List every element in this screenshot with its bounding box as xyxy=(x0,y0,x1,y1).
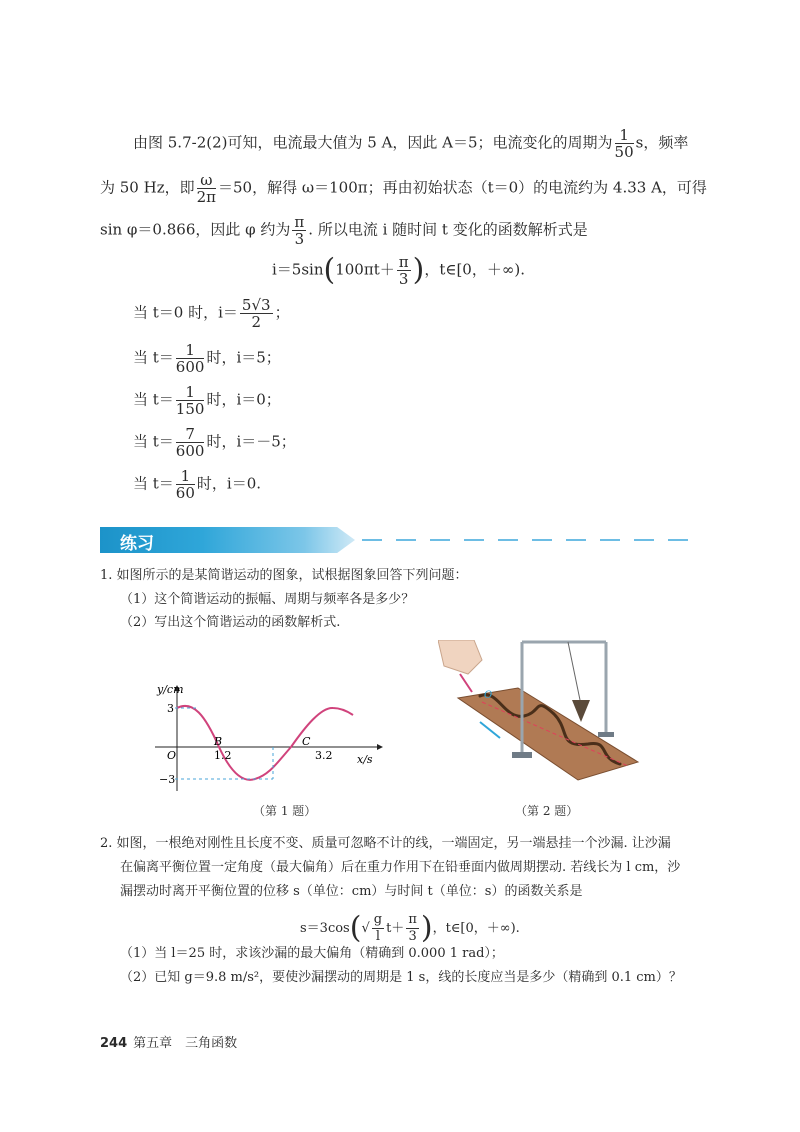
solution-line-1: 由图 5.7-2(2)可知，电流最大值为 5 A，因此 A＝5；电流变化的周期为 $\frac{1}{50}$ s，频率 xyxy=(133,126,689,161)
sqrt-fraction: $\frac{g}{l}$ xyxy=(373,912,383,944)
origin-label: O xyxy=(167,749,177,762)
fraction: $\frac{1}{150}$ xyxy=(175,383,205,418)
pencil xyxy=(460,674,472,692)
banner-dashes xyxy=(362,539,692,541)
fraction: $\frac{7}{600}$ xyxy=(175,425,205,460)
y-axis-label: y/cm xyxy=(157,683,184,696)
case-line: 当 t＝ $\frac{7}{600}$ 时，i＝－5； xyxy=(133,425,296,460)
question-1-part-2: （2）写出这个简谐运动的函数解析式. xyxy=(120,615,341,630)
stand-base xyxy=(512,752,532,758)
solution-line-3: sin φ＝0.866，因此 φ 约为 $\frac{\pi}{3}$ . 所以电流 i 随时间 t 变化的函数解析式是 xyxy=(100,213,588,248)
pendulum-formula: s＝3cos(√ $\frac{g}{l}$ t＋ $\frac{\pi}{3}$ )，t∈[0，＋∞). xyxy=(300,910,520,946)
sand-funnel xyxy=(572,700,590,722)
question-1-part-1: （1）这个简谐运动的振幅、周期与频率各是多少？ xyxy=(120,592,415,607)
figure-2-caption: （第 2 题） xyxy=(515,804,579,818)
case-line: 当 t＝ $\frac{1}{150}$ 时，i＝0； xyxy=(133,383,281,418)
fraction: $\frac{\pi}{3}$ xyxy=(408,912,417,944)
pendulum-string xyxy=(568,642,580,700)
y-tick-negative: −3 xyxy=(159,773,176,786)
hand xyxy=(438,640,482,674)
question-2-line-2: 在偏离平衡位置一定角度（最大偏角）后在重力作用下在铅垂面内做周期摆动. 若线长为 l cm，沙 xyxy=(120,860,681,875)
fraction: $\frac{5√3}{2}$ xyxy=(241,296,271,331)
chapter-title: 第五章 三角函数 xyxy=(133,1036,238,1051)
y-tick-positive: 3 xyxy=(167,702,174,715)
case-line: 当 t＝ $\frac{1}{60}$ 时，i＝0. xyxy=(133,467,261,502)
current-formula: i＝5sin(100πt＋ $\frac{\pi}{3}$ )，t∈[0，＋∞). xyxy=(272,252,525,288)
point-c-label: C xyxy=(302,735,311,748)
sine-curve xyxy=(177,706,353,780)
question-2-line-3: 漏摆动时离开平衡位置的位移 s（单位：cm）与时间 t（单位：s）的函数关系是 xyxy=(120,884,583,899)
fraction: $\frac{\omega}{2\pi}$ xyxy=(196,171,217,206)
question-2-part-1: （1）当 l＝25 时，求该沙漏的最大偏角（精确到 0.000 1 rad）； xyxy=(120,946,504,961)
solution-line-2: 为 50 Hz，即 $\frac{\omega}{2\pi}$ ＝50，解得 ω＝100π；再由初始状态（t＝0）的电流约为 4.33 A，可得 xyxy=(100,171,707,206)
point-b-label: B xyxy=(214,735,223,748)
point-o-label: O xyxy=(484,690,493,701)
figure-1-caption: （第 1 题） xyxy=(253,804,317,818)
fraction: $\frac{1}{600}$ xyxy=(175,341,205,376)
x-axis-arrow xyxy=(377,744,383,750)
fraction: $\frac{1}{60}$ xyxy=(175,467,195,502)
page-number: 244 xyxy=(100,1036,128,1051)
stand-base xyxy=(598,732,614,737)
fraction: $\frac{\pi}{3}$ xyxy=(294,213,305,248)
x-axis-label: x/s xyxy=(357,753,373,766)
sand-pendulum-illustration xyxy=(438,640,648,790)
fraction: $\frac{1}{50}$ xyxy=(614,126,634,161)
case-line: 当 t＝ $\frac{1}{600}$ 时，i＝5； xyxy=(133,341,281,376)
page-footer xyxy=(100,1032,237,1051)
case-line: 当 t＝0 时，i＝ $\frac{5√3}{2}$ ； xyxy=(133,296,290,331)
x-tick-2: 3.2 xyxy=(315,749,333,762)
question-2-part-2: （2）已知 g＝9.8 m/s²，要使沙漏摆动的周期是 1 s，线的长度应当是多少（精确到 0.1 cm）？ xyxy=(120,970,682,985)
question-2-line-1: 2. 如图，一根绝对刚性且长度不变、质量可忽略不计的线，一端固定，另一端悬挂一个沙漏. 让沙漏 xyxy=(100,836,671,851)
question-1: 1. 如图所示的是某简谐运动的图象，试根据图象回答下列问题： xyxy=(100,568,468,583)
exercise-title: 练习 xyxy=(120,534,154,554)
x-tick-1: 1.2 xyxy=(214,749,232,762)
fraction: $\frac{\pi}{3}$ xyxy=(398,253,409,288)
sine-graph xyxy=(145,675,390,795)
